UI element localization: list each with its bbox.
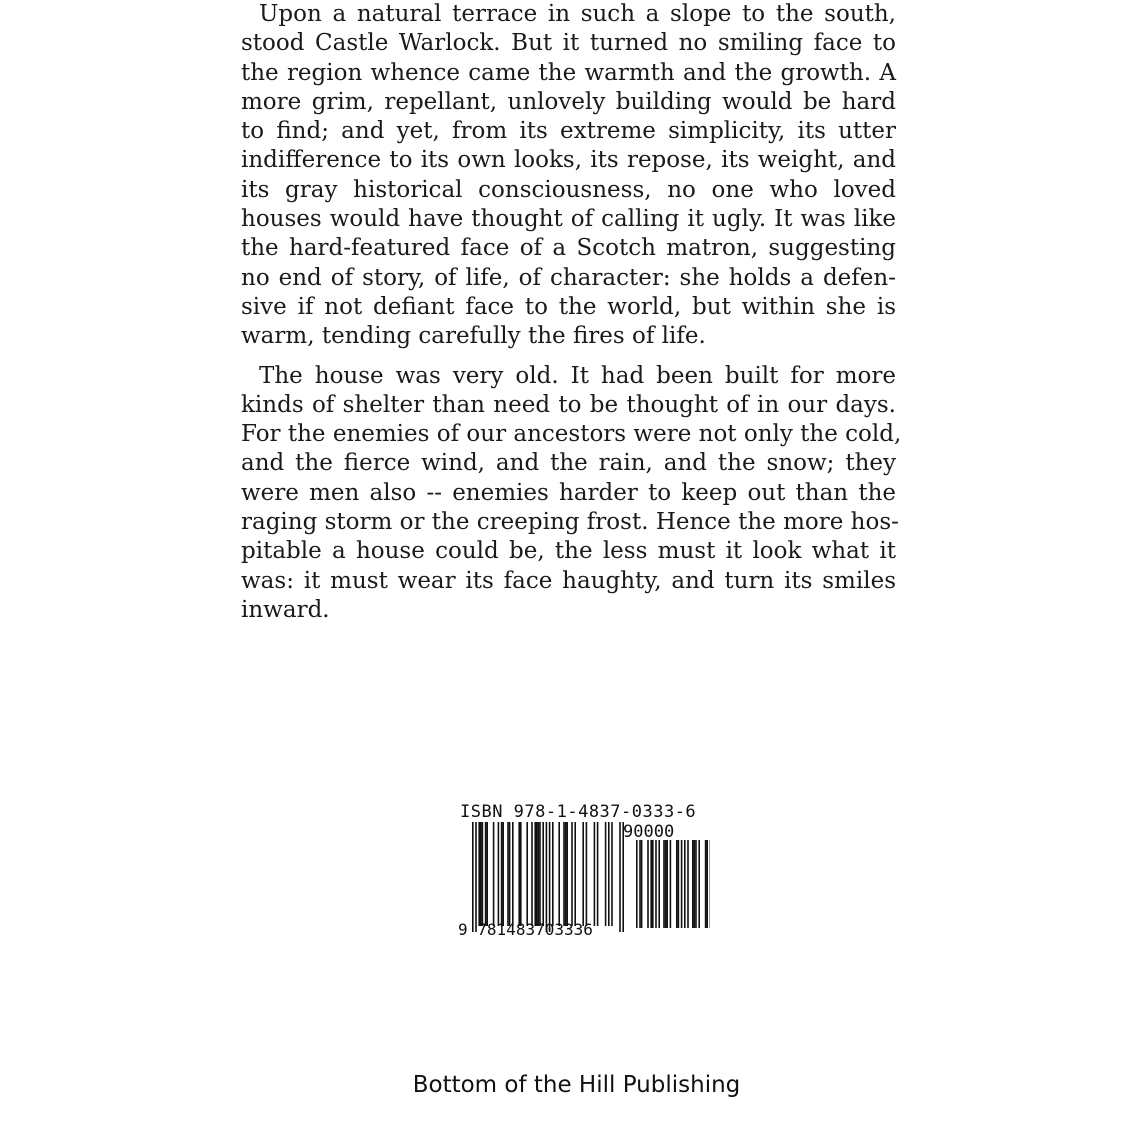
isbn-barcode bbox=[458, 800, 710, 940]
ean-bar bbox=[608, 822, 610, 926]
addon-bar bbox=[655, 840, 657, 928]
text-line: raging storm or the creeping frost. Hence the more hos- bbox=[241, 509, 899, 536]
ean-bar bbox=[482, 822, 484, 926]
text-line: were men also -- enemies harder to keep out than the bbox=[241, 479, 896, 506]
text-line: sive if not defiant face to the world, but within she is bbox=[241, 293, 896, 320]
ean-bar bbox=[507, 822, 509, 926]
text-line: For the enemies of our ancestors were not only the cold, bbox=[241, 421, 902, 448]
price-code: 90000 bbox=[623, 822, 675, 842]
back-cover-text bbox=[241, 0, 902, 625]
addon-bar bbox=[639, 840, 641, 928]
addon-bar bbox=[666, 840, 668, 928]
ean-bar bbox=[611, 822, 613, 926]
ean-bar bbox=[546, 822, 548, 932]
ean-bar bbox=[571, 822, 573, 926]
text-line: pitable a house could be, the less must it look what it bbox=[241, 538, 896, 565]
ean-first-digit: 9 bbox=[458, 920, 468, 939]
text-line: the region whence came the warmth and the growth. A bbox=[241, 59, 896, 86]
addon-bar bbox=[647, 840, 649, 928]
ean-bar bbox=[534, 822, 536, 926]
text-line: warm, tending carefully the fires of life. bbox=[241, 323, 706, 350]
ean-bar bbox=[605, 822, 607, 926]
addon-bar bbox=[678, 840, 680, 928]
ean-bar bbox=[509, 822, 511, 926]
text-line: Upon a natural terrace in such a slope to the south, bbox=[259, 1, 896, 27]
ean-bar bbox=[498, 822, 500, 926]
ean-bar bbox=[582, 822, 584, 926]
ean-bar bbox=[539, 822, 541, 926]
ean-left-group: 781483 bbox=[477, 920, 536, 939]
addon-bar bbox=[663, 840, 665, 928]
text-line: The house was very old. It had been built for more bbox=[259, 362, 896, 389]
text-line: and the fierce wind, and the rain, and the snow; they bbox=[241, 450, 896, 477]
text-line: to find; and yet, from its extreme simplicity, its utter bbox=[241, 118, 896, 145]
ean-bar bbox=[538, 822, 540, 926]
text-line: houses would have thought of calling it ugly. It was like bbox=[241, 206, 896, 233]
text-line: no end of story, of life, of character: she holds a defen- bbox=[241, 264, 896, 291]
text-line: indifference to its own looks, its repose, its weight, and bbox=[241, 147, 896, 174]
ean-digits bbox=[458, 920, 593, 939]
addon-bar bbox=[698, 840, 700, 928]
ean-bar bbox=[542, 822, 544, 926]
text-line: inward. bbox=[241, 596, 330, 623]
addon-bar bbox=[705, 840, 707, 928]
ean-bar bbox=[574, 822, 576, 926]
addon-bar bbox=[670, 840, 672, 928]
text-line: its gray historical consciousness, no one who loved bbox=[241, 176, 896, 203]
ean-bar bbox=[485, 822, 487, 926]
ean-bar bbox=[502, 822, 504, 926]
ean-bar bbox=[619, 822, 621, 932]
text-line: stood Castle Warlock. But it turned no smiling face to bbox=[241, 30, 896, 57]
ean-bar bbox=[565, 822, 567, 926]
ean-bar bbox=[512, 822, 514, 926]
ean-bar bbox=[563, 822, 565, 926]
ean-bar bbox=[526, 822, 528, 926]
text-line: kinds of shelter than need to be thought of in our days. bbox=[241, 391, 896, 418]
ean-bar bbox=[558, 822, 560, 926]
ean-bar bbox=[486, 822, 488, 926]
ean-bar bbox=[536, 822, 538, 926]
ean-bar bbox=[518, 822, 520, 926]
paragraph-2 bbox=[241, 362, 902, 626]
ean-bar bbox=[594, 822, 596, 926]
addon-bar bbox=[641, 840, 643, 928]
addon-bar bbox=[665, 840, 667, 928]
isbn-label: ISBN 978-1-4837-0333-6 bbox=[460, 802, 697, 822]
ean-bar bbox=[549, 822, 551, 932]
ean-bar bbox=[520, 822, 522, 926]
ean-bar bbox=[478, 822, 480, 926]
text-line: was: it must wear its face haughty, and turn its smiles bbox=[241, 567, 896, 594]
publisher-name: Bottom of the Hill Publishing bbox=[412, 1072, 741, 1098]
addon-bar bbox=[636, 840, 638, 928]
addon-bar bbox=[687, 840, 689, 928]
ean-bar bbox=[597, 822, 599, 926]
addon-bar bbox=[692, 840, 694, 928]
addon-bar bbox=[652, 840, 654, 928]
addon-bar bbox=[676, 840, 678, 928]
addon-bar bbox=[706, 840, 708, 928]
paragraph-1 bbox=[241, 0, 896, 352]
addon-bar bbox=[694, 840, 696, 928]
addon-bar bbox=[658, 840, 660, 928]
ean-bar bbox=[475, 822, 477, 932]
ean-bar bbox=[552, 822, 554, 926]
text-line: more grim, repellant, unlovely building would be hard bbox=[241, 88, 896, 115]
ean-bar bbox=[493, 822, 495, 926]
ean-bar bbox=[480, 822, 482, 926]
ean-bar bbox=[586, 822, 588, 926]
ean-bar bbox=[472, 822, 474, 932]
ean-right-group: 703336 bbox=[535, 920, 593, 939]
ean-bar bbox=[566, 822, 568, 926]
addon-bar bbox=[684, 840, 686, 928]
text-line: the hard-featured face of a Scotch matron, suggesting bbox=[241, 235, 896, 262]
addon-bar bbox=[681, 840, 683, 928]
ean-bar bbox=[501, 822, 503, 926]
addon-bar bbox=[650, 840, 652, 928]
addon-bar bbox=[695, 840, 697, 928]
ean-bar bbox=[531, 822, 533, 926]
